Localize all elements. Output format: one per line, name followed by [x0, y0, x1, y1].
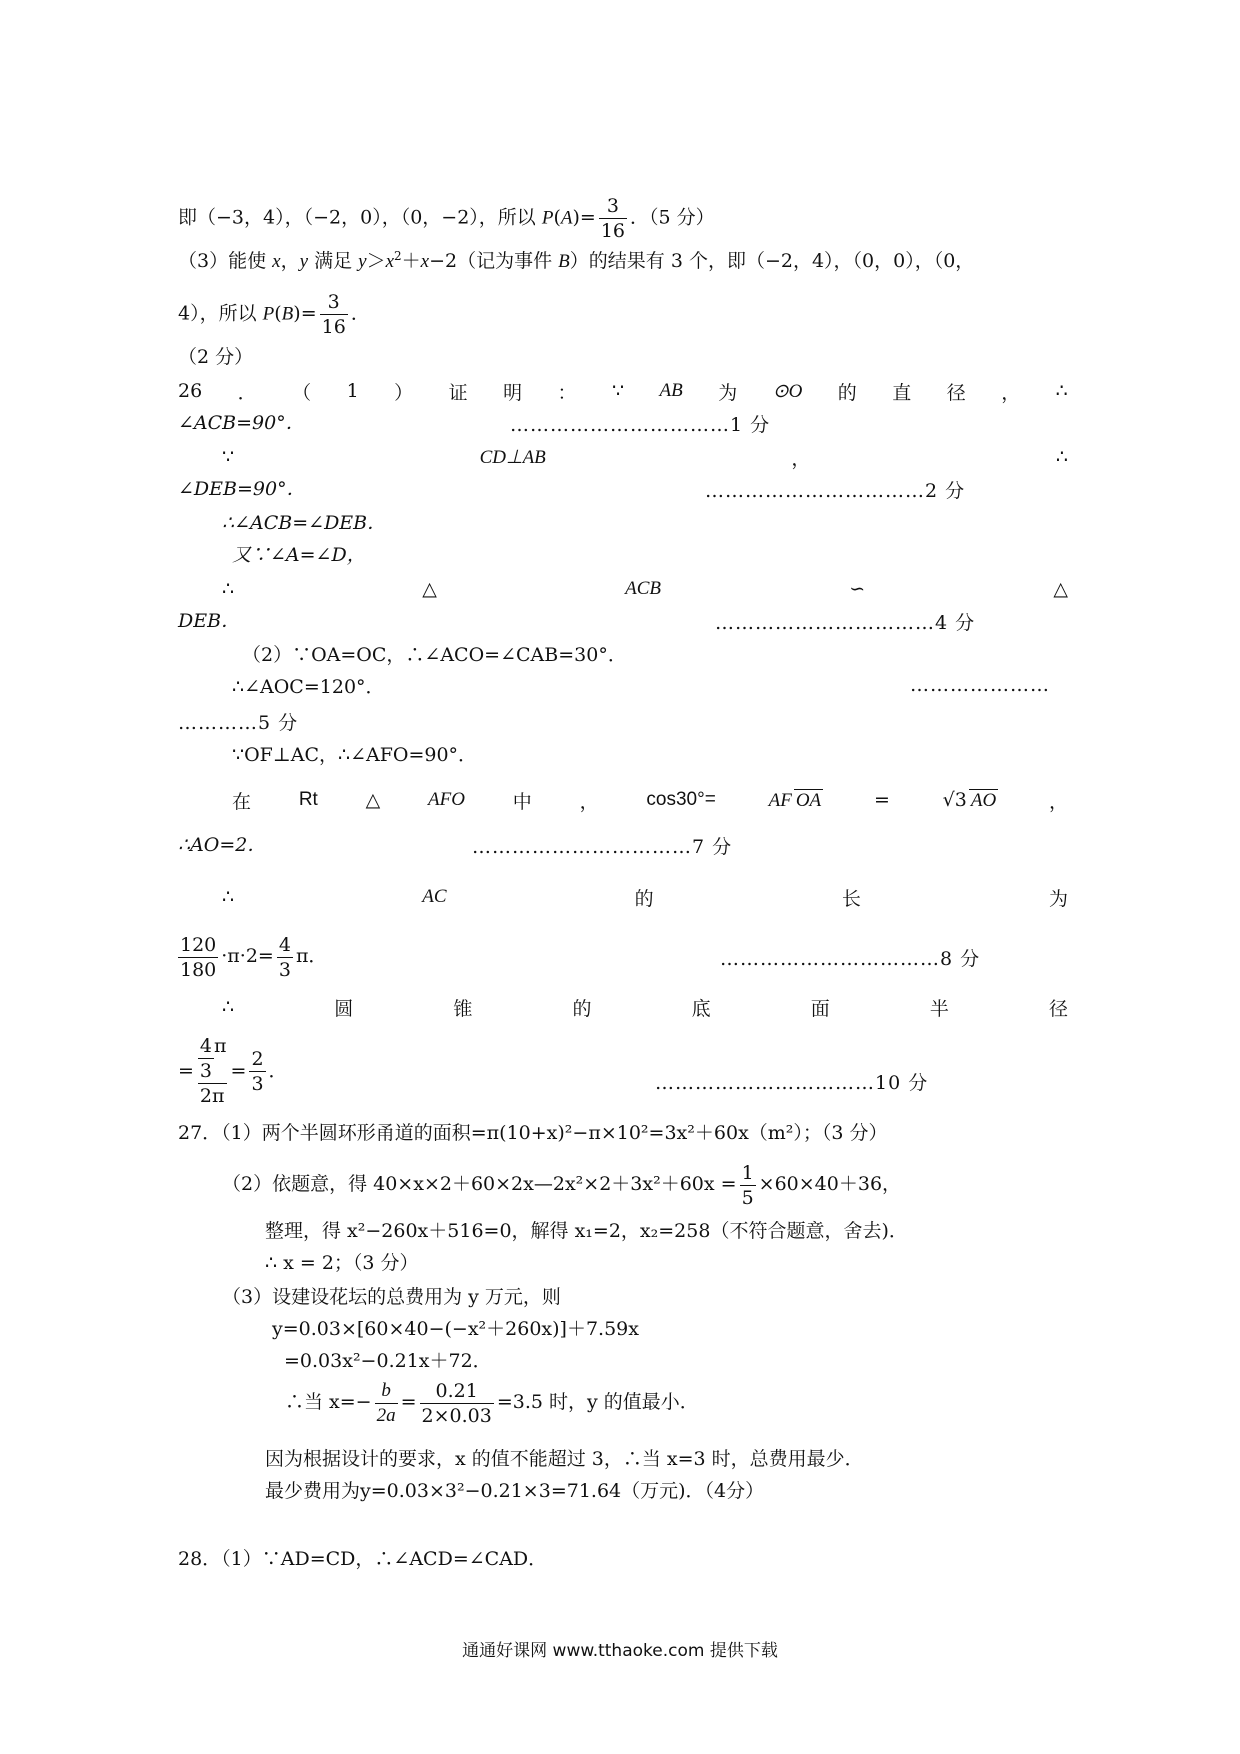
- q26-line-10: ∴∠AOC=120°．: [232, 676, 385, 698]
- fraction: $\frac{2}{3}$: [251, 1047, 264, 1095]
- answer-line-3: 4），所以 P(B)= $\frac{3}{16}$ ．: [178, 291, 370, 338]
- q26-dots-6: ……………………………8 分: [720, 948, 981, 970]
- q27-line-8: ∴当 x=− $\frac{b}{2a}$ = $\frac{0.21}{2\times 0.03}$ =3.5 时，y 的值最小．: [285, 1379, 699, 1427]
- page-footer: 通通好课网 www.tthaoke.com 提供下载: [462, 1641, 778, 1661]
- q26-line-13: ∴AO=2．: [178, 834, 267, 856]
- q27-line-9: 因为根据设计的要求，x 的值不能超过 3，∴当 x=3 时，总费用最少．: [265, 1448, 864, 1470]
- q26-line-9: （2）∵OA=OC，∴∠ACO=∠CAB=30°．: [242, 644, 627, 666]
- q26-dots-4b: …………5 分: [178, 712, 299, 734]
- fraction: $\frac{120}{180}$: [180, 933, 217, 981]
- q26-dots-4a: …………………: [910, 674, 1050, 696]
- answer-line-4: （2 分）: [178, 346, 254, 368]
- compound-fraction: $\frac{4}{3}$ π 2π: [199, 1035, 227, 1107]
- q28-line-1: 28．（1）∵AD=CD，∴∠ACD=∠CAD．: [178, 1548, 548, 1570]
- q26-line-12: 在 Rt △ AFO 中 ， cos30°= AF OA = √3 AO ，: [232, 788, 1068, 813]
- answer-line-2: （3）能使 x，y 满足 $y>x^2+x-2$（记为事件 B）的结果有 3 个，即（−2，4），（0，0），（0，: [178, 249, 975, 272]
- q27-line-4: ∴ x = 2；（3 分）: [265, 1252, 419, 1274]
- q26-line-5: ∴∠ACB=∠DEB．: [222, 512, 387, 534]
- q26-line-16: ∴ 圆 锥 的 底 面 半 径: [222, 996, 1068, 1020]
- q26-line-1: 26 ． （ 1 ） 证 明 ： ∵ AB 为 ⊙O 的 直 径 ， ∴: [178, 380, 1068, 404]
- fraction: $\frac{3}{16}$: [600, 195, 626, 242]
- q26-line-2: ∠ACB=90°．: [178, 412, 305, 434]
- q27-line-5: （3）设建设花坛的总费用为 y 万元，则: [222, 1286, 561, 1308]
- q26-line-3: ∵ CD⊥AB ， ∴: [222, 446, 1068, 470]
- fraction: $\frac{4}{3}$: [278, 933, 291, 981]
- q27-line-3: 整理，得 x²−260x＋516=0，解得 x₁=2，x₂=258（不符合题意，舍去)．: [265, 1220, 908, 1242]
- q26-dots-2: ……………………………2 分: [705, 480, 966, 502]
- q27-line-6: y=0.03×[60×40−(−x²＋260x)]＋7.59x: [272, 1318, 639, 1340]
- fraction: $\frac{b}{2a}$: [376, 1379, 396, 1426]
- q27-line-1: 27．（1）两个半圆环形甬道的面积=π(10+x)²−π×10²=3x²＋60x（m²）；（3 分）: [178, 1122, 888, 1144]
- fraction: AF OA: [768, 789, 822, 811]
- q27-line-10: 最少费用为y=0.03×3²−0.21×3=71.64（万元)．（4分）: [265, 1480, 765, 1502]
- q26-line-11: ∵OF⊥AC，∴∠AFO=90°．: [232, 744, 478, 766]
- q26-line-7: ∴ △ ACB ∽ △: [222, 578, 1068, 600]
- fraction: $\frac{1}{5}$: [741, 1161, 754, 1209]
- q26-dots-3: ……………………………4 分: [715, 612, 976, 634]
- q27-line-7: =0.03x²−0.21x＋72．: [284, 1350, 492, 1372]
- q26-line-4: ∠DEB=90°．: [178, 478, 306, 500]
- q26-line-8: DEB．: [178, 610, 241, 632]
- fraction: $\frac{3}{16}$: [321, 291, 346, 338]
- answer-line-1: 即（−3，4），（−2，0），（0，−2），所以 P(A)= $\frac{3}{16}$ ．（5 分）: [178, 195, 715, 242]
- q27-line-2: （2）依题意，得 40×x×2＋60×2x—2x²×2＋3x²＋60x = $\frac{1}{5}$ ×60×40＋36，: [222, 1161, 902, 1209]
- q26-line-14: ∴ AC 的 长 为: [222, 886, 1068, 910]
- q26-line-15: $\frac{120}{180}$ ·π·2= $\frac{4}{3}$ π．: [180, 933, 328, 981]
- fraction: $\frac{0.21}{2\times 0.03}$: [421, 1379, 492, 1427]
- q26-dots-7: ……………………………10 分: [655, 1072, 929, 1094]
- fraction: √3 AO: [942, 788, 997, 811]
- q26-line-6: 又∵∠A=∠D，: [232, 544, 366, 566]
- q26-line-17: = $\frac{4}{3}$ π 2π = $\frac{2}{3}$ ．: [178, 1035, 288, 1107]
- q26-dots-5: ……………………………7 分: [472, 836, 733, 858]
- q26-dots-1: ……………………………1 分: [510, 414, 771, 436]
